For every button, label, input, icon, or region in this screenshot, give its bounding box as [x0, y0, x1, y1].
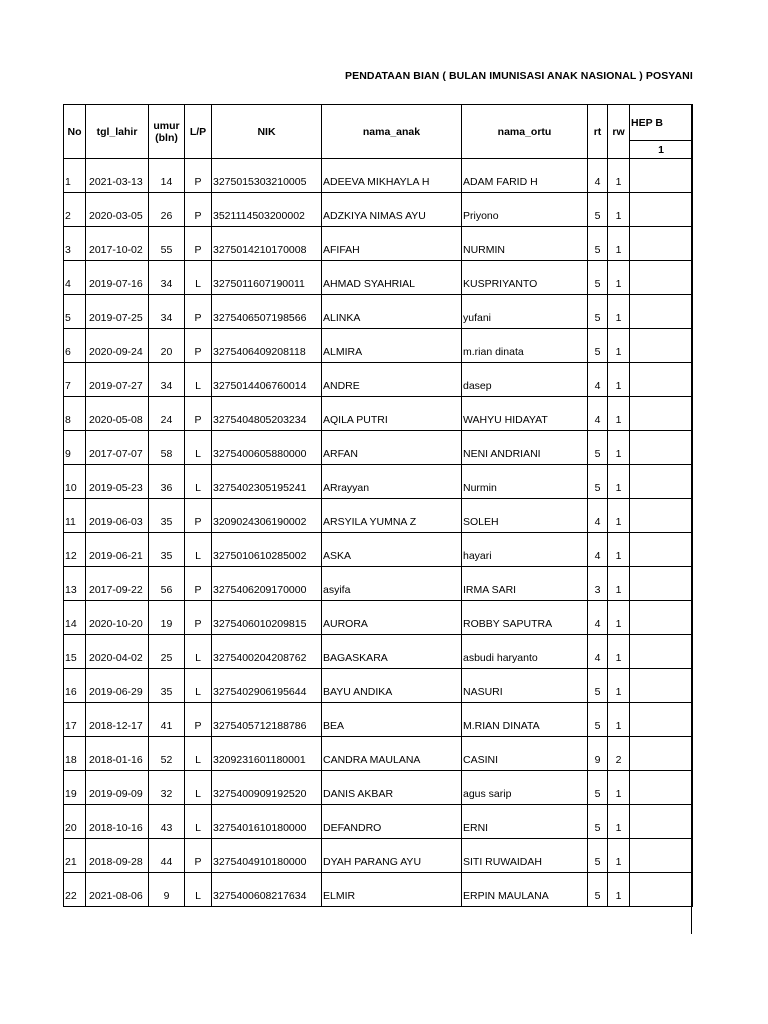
- cell-rt[interactable]: 5: [588, 839, 608, 873]
- cell-lp[interactable]: P: [185, 329, 212, 363]
- cell-nama-ortu[interactable]: agus sarip: [462, 771, 588, 805]
- cell-rt[interactable]: 5: [588, 465, 608, 499]
- cell-rw[interactable]: 1: [608, 567, 630, 601]
- cell-tgl-lahir[interactable]: 2020-10-20: [86, 601, 149, 635]
- cell-umur[interactable]: 34: [149, 295, 185, 329]
- cell-hep-b[interactable]: [630, 805, 693, 839]
- cell-rw[interactable]: 1: [608, 533, 630, 567]
- table-row: [64, 839, 693, 873]
- cell-nama-anak[interactable]: ARFAN: [322, 431, 462, 465]
- cell-no[interactable]: 15: [64, 635, 86, 669]
- cell-umur[interactable]: 20: [149, 329, 185, 363]
- table-row: [64, 703, 693, 737]
- cell-rw[interactable]: 1: [608, 499, 630, 533]
- cell-no[interactable]: 19: [64, 771, 86, 805]
- cell-rt[interactable]: 5: [588, 873, 608, 907]
- cell-hep-b[interactable]: [630, 703, 693, 737]
- cell-rt[interactable]: 5: [588, 771, 608, 805]
- cell-nik[interactable]: 3275406010209815: [212, 601, 322, 635]
- cell-rt[interactable]: 4: [588, 601, 608, 635]
- cell-nik[interactable]: 3275014210170008: [212, 227, 322, 261]
- cell-tgl-lahir[interactable]: 2018-12-17: [86, 703, 149, 737]
- cell-rt[interactable]: 4: [588, 635, 608, 669]
- table-row: [64, 397, 693, 431]
- cell-rt[interactable]: 5: [588, 669, 608, 703]
- cell-nik[interactable]: 3275406209170000: [212, 567, 322, 601]
- cell-umur[interactable]: 44: [149, 839, 185, 873]
- cell-nama-ortu[interactable]: KUSPRIYANTO: [462, 261, 588, 295]
- cell-hep-b[interactable]: [630, 499, 693, 533]
- cell-nama-ortu[interactable]: SOLEH: [462, 499, 588, 533]
- cell-tgl-lahir[interactable]: 2017-07-07: [86, 431, 149, 465]
- cell-no[interactable]: 11: [64, 499, 86, 533]
- cell-nik[interactable]: 3275014406760014: [212, 363, 322, 397]
- cell-rw[interactable]: 1: [608, 227, 630, 261]
- cell-nama-ortu[interactable]: ROBBY SAPUTRA: [462, 601, 588, 635]
- header-umur[interactable]: [149, 105, 185, 159]
- table-row: [64, 805, 693, 839]
- header-rt[interactable]: rt: [588, 105, 608, 159]
- cell-nama-ortu[interactable]: Priyono: [462, 193, 588, 227]
- cell-umur[interactable]: 14: [149, 159, 185, 193]
- cell-hep-b[interactable]: [630, 295, 693, 329]
- cell-hep-b[interactable]: [630, 737, 693, 771]
- cell-tgl-lahir[interactable]: 2018-10-16: [86, 805, 149, 839]
- cell-tgl-lahir[interactable]: 2019-06-03: [86, 499, 149, 533]
- cell-no[interactable]: 1: [64, 159, 86, 193]
- cell-hep-b[interactable]: [630, 601, 693, 635]
- cell-rw[interactable]: 1: [608, 363, 630, 397]
- cell-umur[interactable]: 24: [149, 397, 185, 431]
- table-row: [64, 567, 693, 601]
- cell-nik[interactable]: 3275402906195644: [212, 669, 322, 703]
- cell-nik[interactable]: 3275401610180000: [212, 805, 322, 839]
- cell-nama-anak[interactable]: DANIS AKBAR: [322, 771, 462, 805]
- cell-nama-anak[interactable]: asyifa: [322, 567, 462, 601]
- cell-rt[interactable]: 9: [588, 737, 608, 771]
- cell-nik[interactable]: 3521114503200002: [212, 193, 322, 227]
- cell-nama-ortu[interactable]: NURMIN: [462, 227, 588, 261]
- cell-umur[interactable]: 35: [149, 499, 185, 533]
- cell-rt[interactable]: 4: [588, 397, 608, 431]
- cell-nama-ortu[interactable]: ERNI: [462, 805, 588, 839]
- cell-rw[interactable]: 1: [608, 601, 630, 635]
- cell-rt[interactable]: 5: [588, 329, 608, 363]
- cell-rw[interactable]: 1: [608, 873, 630, 907]
- cell-nama-anak[interactable]: ADZKIYA NIMAS AYU: [322, 193, 462, 227]
- cell-nik[interactable]: 3275402305195241: [212, 465, 322, 499]
- cell-lp[interactable]: P: [185, 227, 212, 261]
- table-row: [64, 159, 693, 193]
- cell-tgl-lahir[interactable]: 2019-07-27: [86, 363, 149, 397]
- cell-no[interactable]: 7: [64, 363, 86, 397]
- cell-rw[interactable]: 1: [608, 465, 630, 499]
- cell-tgl-lahir[interactable]: 2021-03-13: [86, 159, 149, 193]
- cell-rw[interactable]: 1: [608, 805, 630, 839]
- cell-nama-ortu[interactable]: NENI ANDRIANI: [462, 431, 588, 465]
- header-no[interactable]: No: [64, 105, 86, 159]
- table-row: [64, 601, 693, 635]
- cell-rw[interactable]: 2: [608, 737, 630, 771]
- cell-nik[interactable]: 3275406409208118: [212, 329, 322, 363]
- cell-nama-ortu[interactable]: NASURI: [462, 669, 588, 703]
- cell-nik[interactable]: 3275015303210005: [212, 159, 322, 193]
- data-table: [63, 104, 693, 907]
- header-umur-line1: umur: [153, 119, 180, 132]
- cell-tgl-lahir[interactable]: 2019-06-29: [86, 669, 149, 703]
- table-row: [64, 635, 693, 669]
- header-lp[interactable]: L/P: [185, 105, 212, 159]
- cell-no[interactable]: 13: [64, 567, 86, 601]
- cell-rt[interactable]: 5: [588, 261, 608, 295]
- cell-nama-ortu[interactable]: ERPIN MAULANA: [462, 873, 588, 907]
- cell-hep-b[interactable]: [630, 839, 693, 873]
- cell-rw[interactable]: 1: [608, 635, 630, 669]
- cell-nik[interactable]: 3209024306190002: [212, 499, 322, 533]
- cell-hep-b[interactable]: [630, 635, 693, 669]
- table-row: [64, 261, 693, 295]
- cell-nama-anak[interactable]: CANDRA MAULANA: [322, 737, 462, 771]
- cell-hep-b[interactable]: [630, 533, 693, 567]
- cell-rt[interactable]: 5: [588, 295, 608, 329]
- cell-nik[interactable]: 3275011607190011: [212, 261, 322, 295]
- cell-lp[interactable]: L: [185, 737, 212, 771]
- cell-rw[interactable]: 1: [608, 669, 630, 703]
- sheet-edge-line: [691, 104, 692, 934]
- cell-no[interactable]: 3: [64, 227, 86, 261]
- cell-no[interactable]: 17: [64, 703, 86, 737]
- table-row: [64, 737, 693, 771]
- cell-rt[interactable]: 5: [588, 431, 608, 465]
- cell-lp[interactable]: L: [185, 805, 212, 839]
- cell-rt[interactable]: 5: [588, 805, 608, 839]
- cell-umur[interactable]: 32: [149, 771, 185, 805]
- cell-tgl-lahir[interactable]: 2020-04-02: [86, 635, 149, 669]
- cell-nama-anak[interactable]: ADEEVA MIKHAYLA H: [322, 159, 462, 193]
- cell-nik[interactable]: 3275400605880000: [212, 431, 322, 465]
- cell-lp[interactable]: L: [185, 533, 212, 567]
- cell-nama-anak[interactable]: ASKA: [322, 533, 462, 567]
- cell-no[interactable]: 2: [64, 193, 86, 227]
- cell-nama-anak[interactable]: AFIFAH: [322, 227, 462, 261]
- cell-rw[interactable]: 1: [608, 703, 630, 737]
- cell-nik[interactable]: 3275400909192520: [212, 771, 322, 805]
- cell-lp[interactable]: P: [185, 703, 212, 737]
- cell-no[interactable]: 9: [64, 431, 86, 465]
- cell-tgl-lahir[interactable]: 2020-03-05: [86, 193, 149, 227]
- cell-nama-anak[interactable]: ALINKA: [322, 295, 462, 329]
- header-hep-b-sub[interactable]: 1: [630, 141, 693, 159]
- cell-nik[interactable]: 3209231601180001: [212, 737, 322, 771]
- header-tgl-lahir[interactable]: tgl_lahir: [86, 105, 149, 159]
- cell-nama-anak[interactable]: ELMIR: [322, 873, 462, 907]
- cell-lp[interactable]: P: [185, 839, 212, 873]
- cell-rw[interactable]: 1: [608, 295, 630, 329]
- cell-rw[interactable]: 1: [608, 771, 630, 805]
- table-row: [64, 329, 693, 363]
- cell-tgl-lahir[interactable]: 2018-09-28: [86, 839, 149, 873]
- cell-tgl-lahir[interactable]: 2017-10-02: [86, 227, 149, 261]
- cell-rw[interactable]: 1: [608, 431, 630, 465]
- cell-no[interactable]: 22: [64, 873, 86, 907]
- cell-nama-ortu[interactable]: yufani: [462, 295, 588, 329]
- cell-nik[interactable]: 3275404805203234: [212, 397, 322, 431]
- cell-hep-b[interactable]: [630, 261, 693, 295]
- cell-hep-b[interactable]: [630, 431, 693, 465]
- cell-nama-anak[interactable]: BEA: [322, 703, 462, 737]
- cell-rt[interactable]: 4: [588, 533, 608, 567]
- header-nama-anak[interactable]: nama_anak: [322, 105, 462, 159]
- cell-no[interactable]: 18: [64, 737, 86, 771]
- cell-no[interactable]: 4: [64, 261, 86, 295]
- cell-nama-anak[interactable]: AURORA: [322, 601, 462, 635]
- cell-tgl-lahir[interactable]: 2021-08-06: [86, 873, 149, 907]
- cell-lp[interactable]: P: [185, 193, 212, 227]
- cell-nama-ortu[interactable]: CASINI: [462, 737, 588, 771]
- cell-nama-ortu[interactable]: ADAM FARID H: [462, 159, 588, 193]
- cell-umur[interactable]: 9: [149, 873, 185, 907]
- cell-rt[interactable]: 5: [588, 703, 608, 737]
- cell-nama-ortu[interactable]: SITI RUWAIDAH: [462, 839, 588, 873]
- cell-hep-b[interactable]: [630, 669, 693, 703]
- cell-lp[interactable]: P: [185, 601, 212, 635]
- cell-rw[interactable]: 1: [608, 397, 630, 431]
- header-umur-line2: (bln): [155, 131, 178, 144]
- cell-no[interactable]: 14: [64, 601, 86, 635]
- cell-lp[interactable]: P: [185, 499, 212, 533]
- cell-nama-ortu[interactable]: asbudi haryanto: [462, 635, 588, 669]
- cell-no[interactable]: 5: [64, 295, 86, 329]
- cell-no[interactable]: 20: [64, 805, 86, 839]
- cell-rt[interactable]: 4: [588, 499, 608, 533]
- cell-tgl-lahir[interactable]: 2018-01-16: [86, 737, 149, 771]
- cell-umur[interactable]: 35: [149, 669, 185, 703]
- cell-nik[interactable]: 3275400608217634: [212, 873, 322, 907]
- table-row: [64, 465, 693, 499]
- table-row: [64, 363, 693, 397]
- cell-nama-ortu[interactable]: M.RIAN DINATA: [462, 703, 588, 737]
- header-nama-ortu[interactable]: nama_ortu: [462, 105, 588, 159]
- cell-umur[interactable]: 43: [149, 805, 185, 839]
- cell-nama-ortu[interactable]: hayari: [462, 533, 588, 567]
- table-row: [64, 533, 693, 567]
- cell-lp[interactable]: L: [185, 873, 212, 907]
- cell-lp[interactable]: L: [185, 465, 212, 499]
- cell-no[interactable]: 12: [64, 533, 86, 567]
- cell-nama-ortu[interactable]: dasep: [462, 363, 588, 397]
- cell-rt[interactable]: 5: [588, 227, 608, 261]
- cell-rw[interactable]: 1: [608, 261, 630, 295]
- cell-rw[interactable]: 1: [608, 193, 630, 227]
- cell-hep-b[interactable]: [630, 329, 693, 363]
- table-row: [64, 873, 693, 907]
- cell-lp[interactable]: L: [185, 635, 212, 669]
- cell-nama-anak[interactable]: DYAH PARANG AYU: [322, 839, 462, 873]
- cell-nama-ortu[interactable]: WAHYU HIDAYAT: [462, 397, 588, 431]
- cell-lp[interactable]: L: [185, 363, 212, 397]
- table-row: [64, 499, 693, 533]
- cell-nama-anak[interactable]: BAGASKARA: [322, 635, 462, 669]
- cell-nama-ortu[interactable]: IRMA SARI: [462, 567, 588, 601]
- cell-rt[interactable]: 4: [588, 363, 608, 397]
- cell-nama-anak[interactable]: ALMIRA: [322, 329, 462, 363]
- cell-hep-b[interactable]: [630, 193, 693, 227]
- cell-umur[interactable]: 34: [149, 363, 185, 397]
- cell-no[interactable]: 10: [64, 465, 86, 499]
- table-row: [64, 771, 693, 805]
- cell-nik[interactable]: 3275405712188786: [212, 703, 322, 737]
- table-row: [64, 295, 693, 329]
- cell-hep-b[interactable]: [630, 567, 693, 601]
- header-row: [64, 105, 693, 141]
- cell-umur[interactable]: 56: [149, 567, 185, 601]
- cell-nama-anak[interactable]: AHMAD SYAHRIAL: [322, 261, 462, 295]
- cell-hep-b[interactable]: [630, 771, 693, 805]
- cell-nama-anak[interactable]: DEFANDRO: [322, 805, 462, 839]
- table-row: [64, 193, 693, 227]
- cell-nama-ortu[interactable]: m.rian dinata: [462, 329, 588, 363]
- cell-lp[interactable]: P: [185, 159, 212, 193]
- cell-umur[interactable]: 35: [149, 533, 185, 567]
- cell-nik[interactable]: 3275406507198566: [212, 295, 322, 329]
- cell-umur[interactable]: 41: [149, 703, 185, 737]
- cell-tgl-lahir[interactable]: 2019-07-16: [86, 261, 149, 295]
- cell-umur[interactable]: 52: [149, 737, 185, 771]
- cell-tgl-lahir[interactable]: 2017-09-22: [86, 567, 149, 601]
- cell-hep-b[interactable]: [630, 159, 693, 193]
- cell-tgl-lahir[interactable]: 2020-05-08: [86, 397, 149, 431]
- cell-rw[interactable]: 1: [608, 159, 630, 193]
- cell-lp[interactable]: L: [185, 261, 212, 295]
- cell-nik[interactable]: 3275400204208762: [212, 635, 322, 669]
- cell-umur[interactable]: 26: [149, 193, 185, 227]
- cell-hep-b[interactable]: [630, 873, 693, 907]
- cell-lp[interactable]: P: [185, 397, 212, 431]
- cell-rw[interactable]: 1: [608, 839, 630, 873]
- cell-rt[interactable]: 3: [588, 567, 608, 601]
- cell-nama-anak[interactable]: ARSYILA YUMNA Z: [322, 499, 462, 533]
- cell-no[interactable]: 16: [64, 669, 86, 703]
- cell-umur[interactable]: 34: [149, 261, 185, 295]
- cell-rt[interactable]: 5: [588, 193, 608, 227]
- cell-hep-b[interactable]: [630, 397, 693, 431]
- table-row: [64, 669, 693, 703]
- cell-no[interactable]: 21: [64, 839, 86, 873]
- cell-tgl-lahir[interactable]: 2019-05-23: [86, 465, 149, 499]
- cell-rt[interactable]: 4: [588, 159, 608, 193]
- cell-tgl-lahir[interactable]: 2020-09-24: [86, 329, 149, 363]
- cell-tgl-lahir[interactable]: 2019-09-09: [86, 771, 149, 805]
- header-hep-b[interactable]: HEP B: [630, 105, 693, 141]
- cell-nama-anak[interactable]: BAYU ANDIKA: [322, 669, 462, 703]
- table-row: [64, 227, 693, 261]
- cell-lp[interactable]: P: [185, 567, 212, 601]
- cell-umur[interactable]: 55: [149, 227, 185, 261]
- cell-nik[interactable]: 3275404910180000: [212, 839, 322, 873]
- cell-lp[interactable]: L: [185, 431, 212, 465]
- cell-rw[interactable]: 1: [608, 329, 630, 363]
- cell-lp[interactable]: L: [185, 669, 212, 703]
- cell-no[interactable]: 8: [64, 397, 86, 431]
- cell-nik[interactable]: 3275010610285002: [212, 533, 322, 567]
- cell-nama-anak[interactable]: ANDRE: [322, 363, 462, 397]
- cell-no[interactable]: 6: [64, 329, 86, 363]
- table-row: [64, 431, 693, 465]
- cell-nama-ortu[interactable]: Nurmin: [462, 465, 588, 499]
- cell-umur[interactable]: 19: [149, 601, 185, 635]
- cell-nama-anak[interactable]: AQILA PUTRI: [322, 397, 462, 431]
- cell-tgl-lahir[interactable]: 2019-06-21: [86, 533, 149, 567]
- cell-hep-b[interactable]: [630, 465, 693, 499]
- cell-tgl-lahir[interactable]: 2019-07-25: [86, 295, 149, 329]
- cell-hep-b[interactable]: [630, 227, 693, 261]
- sheet-title: PENDATAAN BIAN ( BULAN IMUNISASI ANAK NASIONAL ) POSYANI: [345, 70, 693, 82]
- cell-umur[interactable]: 25: [149, 635, 185, 669]
- cell-nama-anak[interactable]: ARrayyan: [322, 465, 462, 499]
- cell-umur[interactable]: 58: [149, 431, 185, 465]
- header-rw[interactable]: rw: [608, 105, 630, 159]
- cell-hep-b[interactable]: [630, 363, 693, 397]
- cell-umur[interactable]: 36: [149, 465, 185, 499]
- cell-lp[interactable]: P: [185, 295, 212, 329]
- cell-lp[interactable]: L: [185, 771, 212, 805]
- header-nik[interactable]: NIK: [212, 105, 322, 159]
